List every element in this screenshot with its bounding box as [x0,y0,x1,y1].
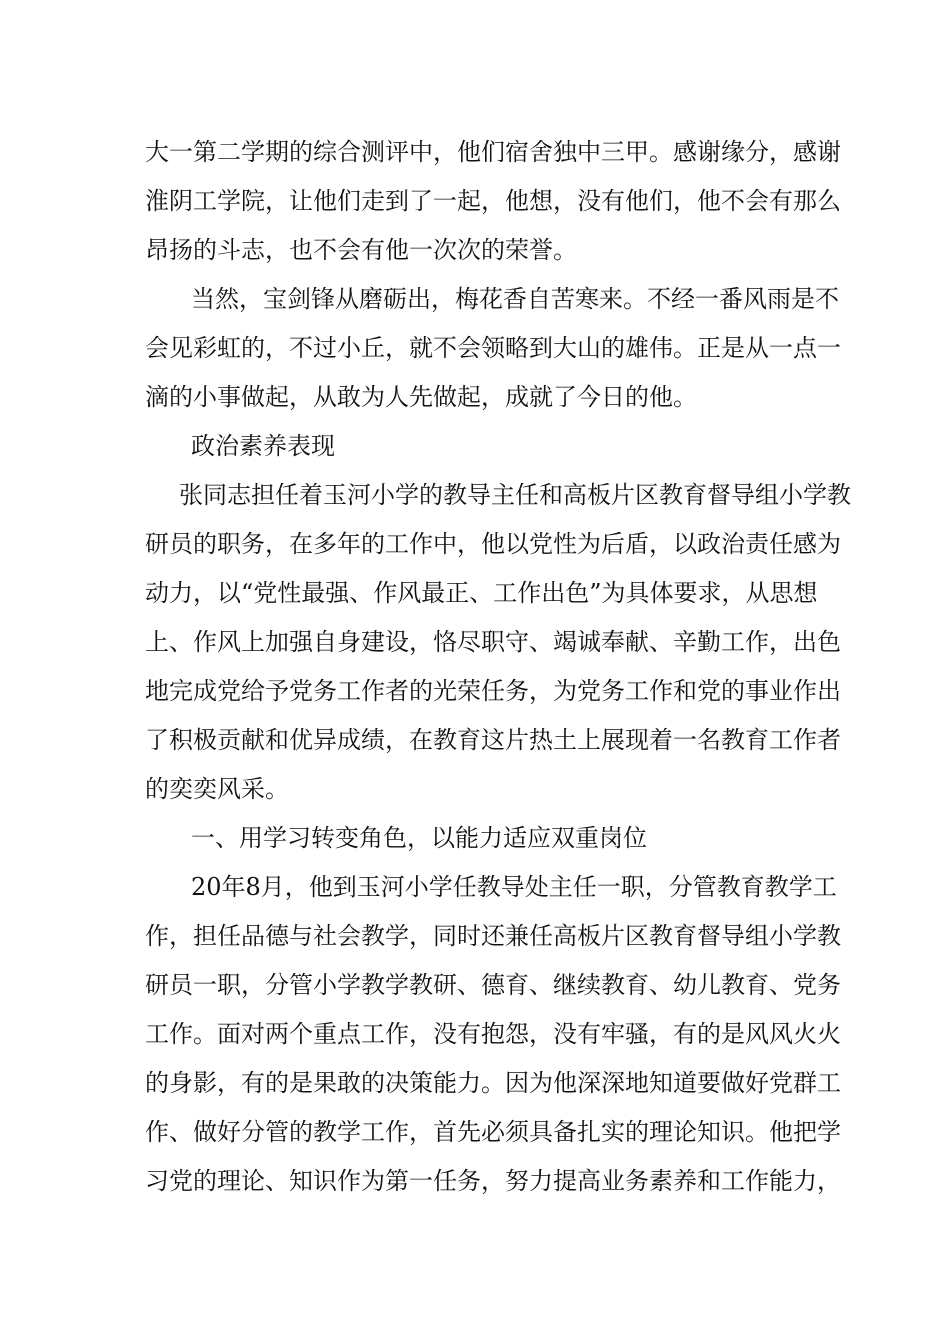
text-line: 大一第二学期的综合测评中，他们宿舍独中三甲。感谢缘分，感谢 [145,138,841,166]
text-line: 了积极贡献和优异成绩，在教育这片热土上展现着一名教育工作者 [145,726,841,754]
text-line: 习党的理论、知识作为第一任务，努力提高业务素养和工作能力， [145,1167,841,1195]
text-line: 昂扬的斗志，也不会有他一次次的荣誉。 [145,236,577,264]
text-line: 张同志担任着玉河小学的教导主任和高板片区教育督导组小学教 [179,481,851,509]
text-line: 工作。面对两个重点工作，没有抱怨，没有牢骚，有的是风风火火 [145,1020,841,1048]
text-line: 动力，以“党性最强、作风最正、工作出色”为具体要求，从思想 [145,579,818,607]
text-line: 当然，宝剑锋从磨砺出，梅花香自苦寒来。不经一番风雨是不 [191,285,839,313]
text-line: 会见彩虹的，不过小丘，就不会领略到大山的雄伟。正是从一点一 [145,334,841,362]
document-body [145,128,851,1206]
text-line: 研员的职务，在多年的工作中，他以党性为后盾，以政治责任感为 [145,530,841,558]
text-line: 滴的小事做起，从敢为人先做起，成就了今日的他。 [145,383,697,411]
section-heading: 政治素养表现 [191,432,335,460]
text-line: 的身影，有的是果敢的决策能力。因为他深深地知道要做好党群工 [145,1069,841,1097]
text-line: 20年8月，他到玉河小学任教导处主任一职，分管教育教学工 [191,873,837,901]
section-heading: 一、用学习转变角色，以能力适应双重岗位 [191,824,647,852]
text-line: 作、做好分管的教学工作，首先必须具备扎实的理论知识。他把学 [145,1118,841,1146]
text-line: 的奕奕风采。 [145,775,289,803]
text-line: 淮阴工学院，让他们走到了一起，他想，没有他们，他不会有那么 [145,187,841,215]
text-line: 地完成党给予党务工作者的光荣任务，为党务工作和党的事业作出 [145,677,841,705]
text-line: 研员一职，分管小学教学教研、德育、继续教育、幼儿教育、党务 [145,971,841,999]
text-line: 上、作风上加强自身建设，恪尽职守、竭诚奉献、辛勤工作，出色 [145,628,841,656]
text-line: 作，担任品德与社会教学，同时还兼任高板片区教育督导组小学教 [145,922,841,950]
